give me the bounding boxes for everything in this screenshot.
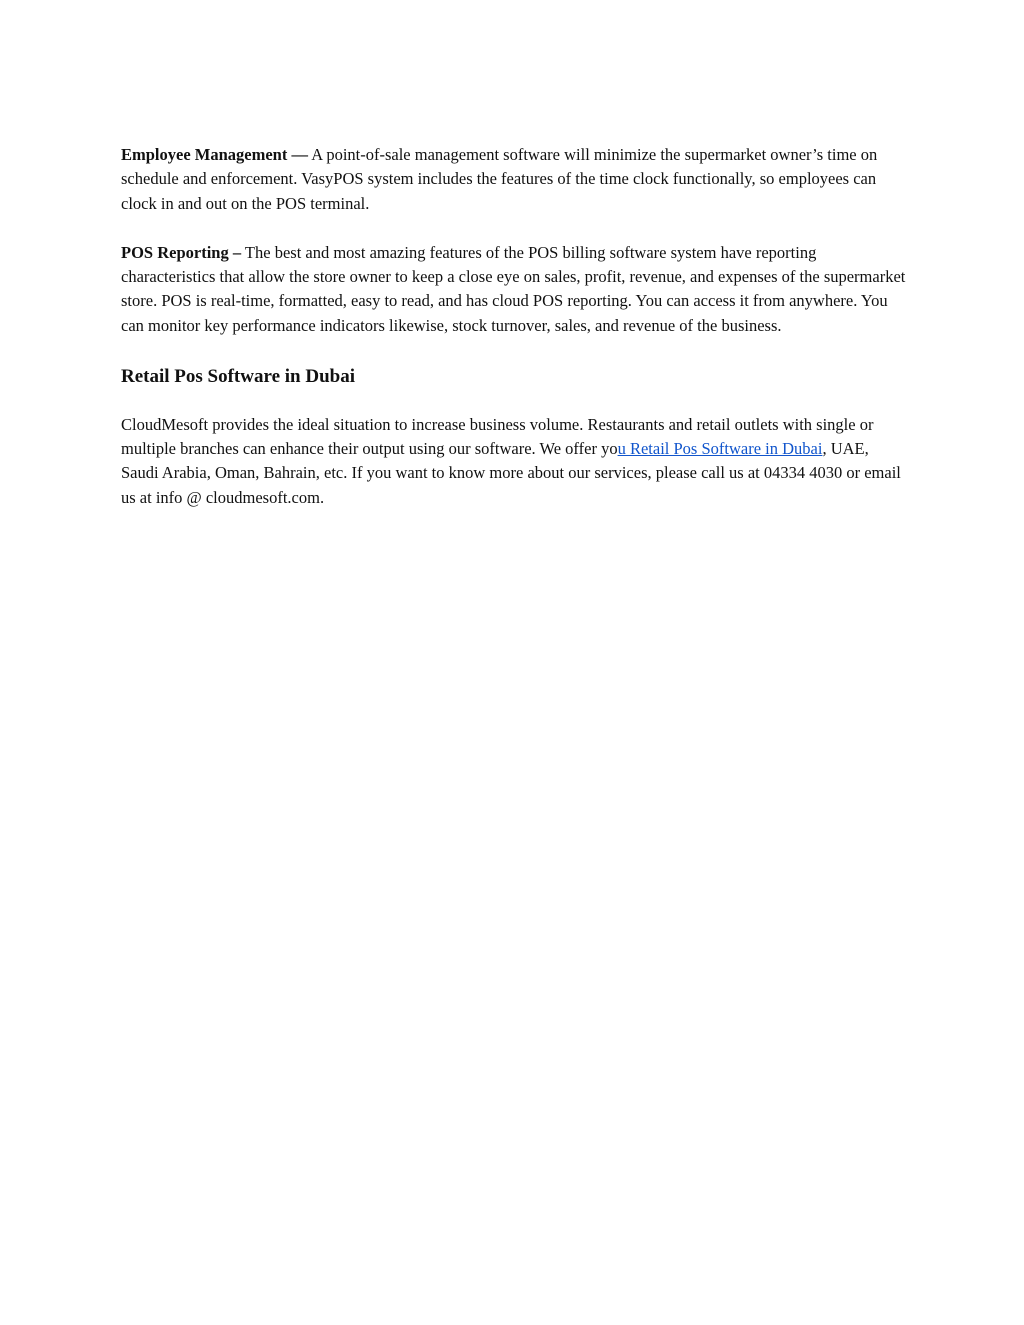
pos-reporting-heading: POS Reporting –: [121, 242, 242, 262]
employee-management-text: A point-of-sale management software will minimize the supermarket owner’s time on schedule and enforcement. VasyPOS system includes the features of the time clock functionally, so employees can clock in and out on the POS terminal.: [121, 145, 878, 213]
contact-text-before-link: CloudMesoft provides the ideal situation to increase business volume. Restaurants and retail outlets with single or multiple branches can enhance their output using our software. We offer yo: [121, 414, 874, 459]
section-title: Retail Pos Software in Dubai: [121, 365, 355, 387]
document-page: [121, 143, 906, 510]
retail-pos-software-link[interactable]: u Retail Pos Software in Dubai: [617, 439, 823, 459]
pos-reporting-paragraph: [121, 241, 906, 339]
contact-text-after-link: , UAE, Saudi Arabia, Oman, Bahrain, etc. If you want to know more about our services, please call us at 04334 4030 or email us at info @ cloudmesoft.com.: [121, 439, 901, 507]
employee-management-paragraph: [121, 143, 906, 216]
employee-management-heading: Employee Management —: [121, 145, 308, 164]
pos-reporting-text: The best and most amazing features of the POS billing software system have reporting characteristics that allow the store owner to keep a close eye on sales, profit, revenue, and expenses of the supermarket store. POS is real-time, formatted, easy to read, and has cloud POS reporting. You can access it from anywhere. You can monitor key performance indicators likewise, stock turnover, sales, and revenue of the business.: [121, 242, 906, 335]
contact-paragraph: [121, 413, 906, 511]
